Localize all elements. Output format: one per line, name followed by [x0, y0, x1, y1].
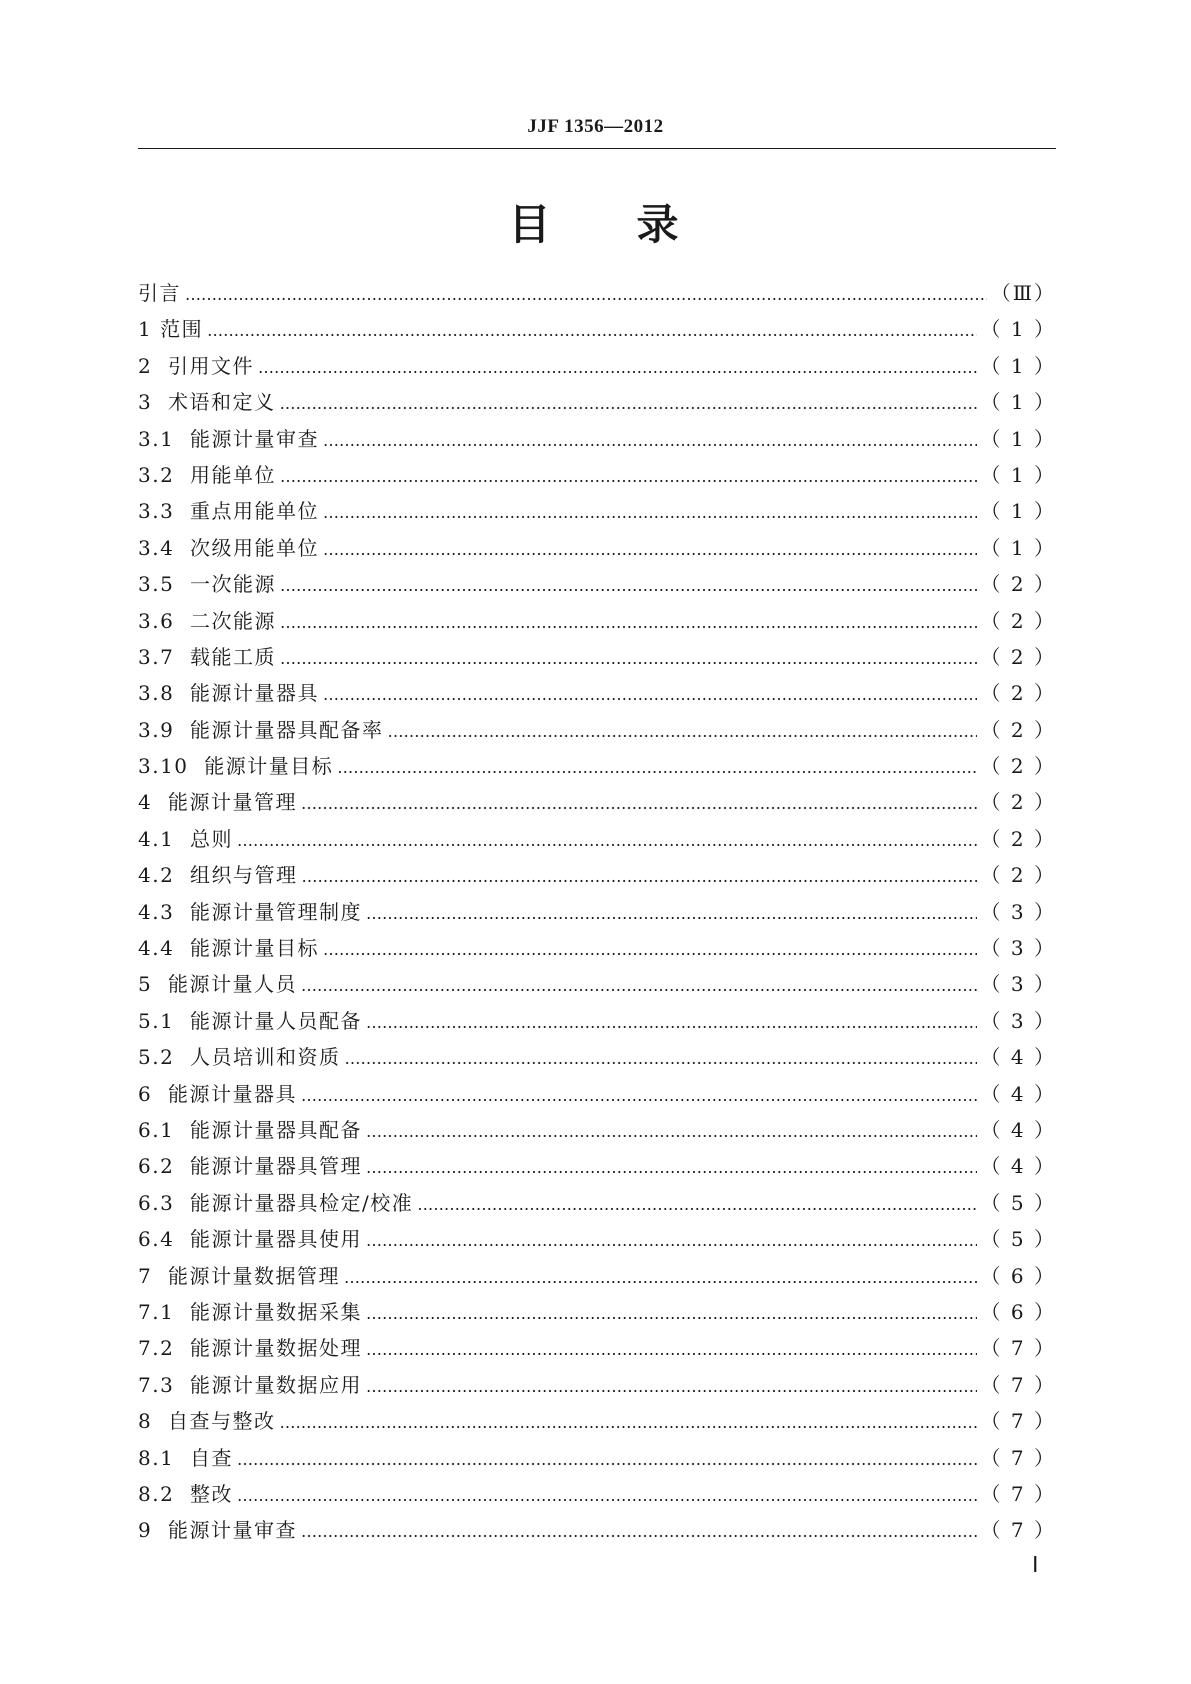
- toc-entry-number: 3.3: [138, 499, 191, 524]
- toc-entry-title: 能源计量器具配备: [190, 1117, 363, 1142]
- toc-entry[interactable]: [138, 311, 1056, 347]
- page-title-char-1: 目: [508, 200, 555, 249]
- toc-entry[interactable]: [138, 1512, 1056, 1548]
- toc-entry-title: 人员培训和资质: [190, 1045, 341, 1070]
- page-title-char-2: 录: [636, 200, 683, 249]
- toc-entry-number: 7.1: [138, 1299, 191, 1324]
- toc-entry-page: （ 2 ）: [980, 863, 1056, 888]
- toc-entry-page: （ 7 ）: [980, 1409, 1056, 1434]
- toc-entry-page: （ 7 ）: [980, 1481, 1056, 1506]
- toc-entry-number: 4: [138, 790, 168, 815]
- page-title: [0, 192, 1191, 252]
- toc-leader-dots: [388, 712, 977, 750]
- toc-entry[interactable]: [138, 639, 1056, 675]
- toc-entry[interactable]: [138, 966, 1056, 1002]
- toc-entry-title: 能源计量管理制度: [190, 899, 363, 924]
- toc-leader-dots: [366, 1148, 977, 1186]
- toc-leader-dots: [366, 1003, 977, 1041]
- toc-leader-dots: [279, 1403, 976, 1441]
- toc-entry-page: （ 7 ）: [980, 1445, 1056, 1470]
- toc-entry-page: （ 3 ）: [980, 899, 1056, 924]
- toc-leader-dots: [302, 857, 977, 895]
- toc-entry-number: 4.2: [138, 863, 191, 888]
- toc-entry-title: 重点用能单位: [190, 499, 320, 524]
- toc-entry-page: （Ⅲ）: [990, 281, 1056, 305]
- toc-entry-page: （ 2 ）: [980, 608, 1056, 633]
- toc-entry-number: 1: [138, 317, 161, 342]
- toc-leader-dots: [279, 384, 976, 422]
- toc-entry[interactable]: [138, 1148, 1056, 1184]
- toc-leader-dots: [323, 930, 977, 968]
- toc-entry-title: 能源计量器具: [190, 681, 320, 706]
- toc-leader-dots: [207, 311, 976, 349]
- toc-entry-page: （ 4 ）: [980, 1154, 1056, 1179]
- toc-entry-page: （ 4 ）: [980, 1081, 1056, 1106]
- toc-entry[interactable]: [138, 566, 1056, 602]
- toc-entry-number: 8: [138, 1409, 168, 1434]
- toc-entry-number: 6.1: [138, 1117, 191, 1142]
- toc-entry-number: 9: [138, 1518, 168, 1543]
- toc-entry-number: 6.4: [138, 1227, 191, 1252]
- toc-entry-number: 3.10: [138, 754, 205, 779]
- toc-entry-title: 能源计量器具检定/校准: [190, 1190, 414, 1215]
- toc-entry[interactable]: [138, 1221, 1056, 1257]
- toc-entry-number: 4.4: [138, 936, 191, 961]
- toc-entry-page: （ 2 ）: [980, 572, 1056, 597]
- toc-entry-page: （ 2 ）: [980, 790, 1056, 815]
- toc-leader-dots: [337, 748, 976, 786]
- toc-entry[interactable]: [138, 275, 1056, 311]
- toc-entry-number: 3.2: [138, 462, 191, 487]
- toc-entry-title: 能源计量目标: [190, 936, 320, 961]
- toc-entry-page: （ 6 ）: [980, 1263, 1056, 1288]
- toc-entry-number: 5: [138, 972, 168, 997]
- toc-entry-number: 4.3: [138, 899, 191, 924]
- toc-entry[interactable]: [138, 1039, 1056, 1075]
- toc-leader-dots: [366, 1112, 977, 1150]
- toc-entry-number: 3: [138, 390, 168, 415]
- document-code-header: JJF 1356—2012: [527, 116, 664, 137]
- toc-entry-page: （ 3 ）: [980, 972, 1056, 997]
- toc-entry-page: （ 1 ）: [980, 390, 1056, 415]
- toc-entry[interactable]: [138, 930, 1056, 966]
- toc-leader-dots: [366, 1330, 977, 1368]
- toc-entry[interactable]: [138, 1076, 1056, 1112]
- toc-entry-page: （ 2 ）: [980, 644, 1056, 669]
- toc-leader-dots: [301, 1512, 977, 1550]
- table-of-contents: [138, 275, 1056, 1549]
- toc-entry[interactable]: [138, 748, 1056, 784]
- toc-entry[interactable]: [138, 712, 1056, 748]
- toc-entry[interactable]: [138, 1112, 1056, 1148]
- toc-leader-dots: [258, 348, 977, 386]
- toc-entry-title: 引言: [138, 281, 181, 305]
- toc-entry-number: 3.7: [138, 644, 191, 669]
- toc-leader-dots: [366, 1294, 977, 1332]
- toc-leader-dots: [366, 1221, 977, 1259]
- toc-entry-page: （ 4 ）: [980, 1045, 1056, 1070]
- toc-entry-title: 能源计量数据处理: [190, 1336, 363, 1361]
- toc-entry[interactable]: [138, 1003, 1056, 1039]
- toc-leader-dots: [280, 457, 977, 495]
- toc-entry-title: 组织与管理: [190, 863, 298, 888]
- toc-entry-page: （ 2 ）: [980, 681, 1056, 706]
- toc-entry-title: 能源计量人员配备: [190, 1008, 363, 1033]
- toc-leader-dots: [323, 493, 977, 531]
- toc-entry-number: 3.9: [138, 717, 191, 742]
- toc-entry-title: 术语和定义: [167, 390, 276, 415]
- toc-entry-title: 载能工质: [190, 644, 277, 669]
- toc-entry-title: 能源计量人员: [167, 972, 297, 997]
- toc-entry-number: 8.1: [138, 1445, 191, 1470]
- toc-entry-title: 能源计量审查: [167, 1518, 297, 1543]
- toc-entry-number: 6: [138, 1081, 168, 1106]
- toc-entry-page: （ 7 ）: [980, 1518, 1056, 1543]
- toc-entry[interactable]: [138, 821, 1056, 857]
- toc-entry[interactable]: [138, 1476, 1056, 1512]
- toc-entry-number: 4.1: [138, 826, 191, 851]
- toc-entry-title: 能源计量器具: [167, 1081, 297, 1106]
- toc-entry[interactable]: [138, 857, 1056, 893]
- toc-leader-dots: [237, 821, 977, 859]
- toc-entry-title: 能源计量器具使用: [190, 1227, 363, 1252]
- toc-leader-dots: [323, 675, 977, 713]
- toc-leader-dots: [366, 1367, 977, 1405]
- toc-entry-page: （ 7 ）: [980, 1336, 1056, 1361]
- toc-leader-dots: [301, 966, 977, 1004]
- toc-leader-dots: [301, 1076, 977, 1114]
- toc-entry-page: （ 1 ）: [980, 426, 1056, 451]
- toc-entry-page: （ 7 ）: [980, 1372, 1056, 1397]
- toc-entry-number: 3.5: [138, 572, 191, 597]
- toc-leader-dots: [344, 1258, 977, 1296]
- toc-entry-number: 3.8: [138, 681, 191, 706]
- toc-entry[interactable]: [138, 675, 1056, 711]
- toc-entry-page: （ 2 ）: [980, 826, 1056, 851]
- toc-entry-title: 次级用能单位: [190, 535, 320, 560]
- toc-entry-number: 6.2: [138, 1154, 191, 1179]
- toc-entry-number: 2: [138, 353, 168, 378]
- toc-entry-number: 5.1: [138, 1008, 191, 1033]
- toc-entry-page: （ 4 ）: [980, 1117, 1056, 1142]
- toc-entry[interactable]: [138, 1258, 1056, 1294]
- toc-leader-dots: [280, 603, 977, 641]
- toc-entry-number: 5.2: [138, 1045, 191, 1070]
- toc-leader-dots: [237, 1440, 977, 1478]
- toc-leader-dots: [417, 1185, 976, 1223]
- toc-entry-title: 自查: [190, 1445, 234, 1470]
- toc-entry[interactable]: [138, 384, 1056, 420]
- toc-entry-title: 能源计量目标: [204, 754, 334, 779]
- toc-entry[interactable]: [138, 1294, 1056, 1330]
- toc-entry-number: 3.6: [138, 608, 191, 633]
- toc-entry[interactable]: [138, 530, 1056, 566]
- toc-entry-page: （ 1 ）: [980, 535, 1056, 560]
- toc-entry-page: （ 2 ）: [980, 717, 1056, 742]
- toc-entry-title: 引用文件: [167, 353, 254, 378]
- toc-entry-number: 7: [138, 1263, 168, 1288]
- toc-entry-page: （ 1 ）: [980, 353, 1056, 378]
- toc-entry[interactable]: [138, 457, 1056, 493]
- toc-leader-dots: [323, 421, 977, 459]
- toc-entry[interactable]: [138, 894, 1056, 930]
- toc-entry[interactable]: [138, 493, 1056, 529]
- toc-leader-dots: [280, 566, 977, 604]
- toc-entry-page: （ 6 ）: [980, 1299, 1056, 1324]
- toc-entry[interactable]: [138, 421, 1056, 457]
- toc-entry-page: （ 1 ）: [980, 317, 1056, 342]
- toc-leader-dots: [323, 530, 977, 568]
- toc-entry-number: 3.4: [138, 535, 191, 560]
- toc-entry-page: （ 3 ）: [980, 1008, 1056, 1033]
- toc-entry-title: 用能单位: [190, 462, 277, 487]
- toc-entry-number: 7.3: [138, 1372, 191, 1397]
- toc-leader-dots: [345, 1039, 977, 1077]
- toc-entry[interactable]: [138, 603, 1056, 639]
- toc-entry[interactable]: [138, 1367, 1056, 1403]
- toc-leader-dots: [280, 639, 977, 677]
- toc-entry-number: 7.2: [138, 1336, 191, 1361]
- toc-entry-number: 8.2: [138, 1481, 191, 1506]
- toc-entry[interactable]: [138, 1403, 1056, 1439]
- toc-entry[interactable]: [138, 784, 1056, 820]
- toc-entry-page: （ 1 ）: [980, 499, 1056, 524]
- toc-entry-number: 3.1: [138, 426, 191, 451]
- toc-entry-title: 能源计量审查: [190, 426, 320, 451]
- toc-entry-title: 一次能源: [190, 572, 277, 597]
- toc-entry-title: 能源计量数据采集: [190, 1299, 363, 1324]
- header-rule: [138, 148, 1056, 149]
- toc-entry-page: （ 2 ）: [980, 754, 1056, 779]
- toc-entry-page: （ 5 ）: [980, 1227, 1056, 1252]
- toc-entry-title: 能源计量器具配备率: [190, 717, 384, 742]
- toc-entry-title: 能源计量数据管理: [167, 1263, 340, 1288]
- toc-entry-page: （ 1 ）: [980, 462, 1056, 487]
- toc-leader-dots: [301, 784, 977, 822]
- toc-entry-title: 能源计量数据应用: [190, 1372, 363, 1397]
- toc-entry-title: 二次能源: [190, 608, 277, 633]
- toc-leader-dots: [237, 1476, 977, 1514]
- toc-entry[interactable]: [138, 348, 1056, 384]
- toc-entry-number: 6.3: [138, 1190, 191, 1215]
- toc-entry[interactable]: [138, 1185, 1056, 1221]
- toc-entry-title: 自查与整改: [167, 1409, 276, 1434]
- toc-entry-title: 总则: [190, 826, 234, 851]
- toc-entry-title: 能源计量器具管理: [190, 1154, 363, 1179]
- toc-entry-title: 整改: [190, 1481, 234, 1506]
- toc-leader-dots: [366, 894, 977, 932]
- toc-entry-title: 范围: [160, 317, 204, 342]
- toc-entry-page: （ 5 ）: [980, 1190, 1056, 1215]
- toc-entry-page: （ 3 ）: [980, 936, 1056, 961]
- toc-entry-title: 能源计量管理: [167, 790, 297, 815]
- page-number: Ⅰ: [1032, 1552, 1039, 1577]
- toc-leader-dots: [185, 275, 987, 313]
- toc-entry[interactable]: [138, 1330, 1056, 1366]
- toc-entry[interactable]: [138, 1440, 1056, 1476]
